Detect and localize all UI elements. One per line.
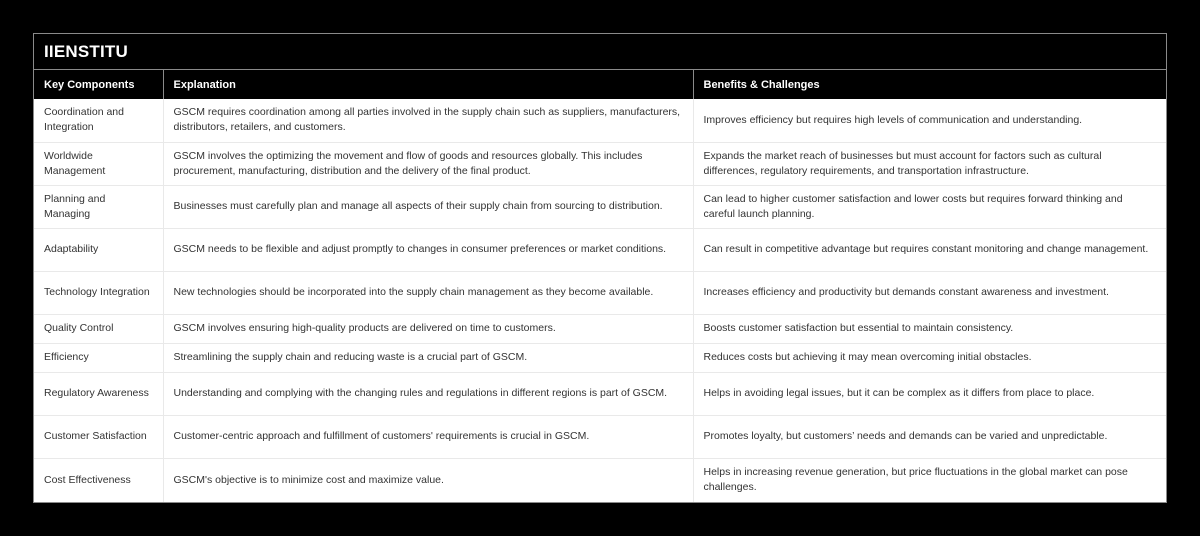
cell-explanation: GSCM requires coordination among all parties involved in the supply chain such as suppliers, manufacturers, distributors, retailers, and customers. [163, 99, 693, 142]
cell-benefits: Improves efficiency but requires high levels of communication and understanding. [703, 113, 1083, 126]
header-row [34, 70, 1166, 99]
cell-benefits: Increases efficiency and productivity but demands constant awareness and investment. [693, 271, 1166, 314]
cell-explanation: GSCM involves ensuring high-quality products are delivered on time to customers. [163, 314, 693, 343]
cell-explanation: New technologies should be incorporated into the supply chain management as they become available. [163, 271, 693, 314]
header-benefits-challenges: Benefits & Challenges [693, 70, 1166, 99]
table-row [34, 185, 1166, 228]
cell-explanation: GSCM's objective is to minimize cost and maximize value. [163, 458, 693, 502]
gscm-table [34, 70, 1166, 502]
cell-benefits: Helps in increasing revenue generation, but price fluctuations in the global market can pose challenges. [693, 458, 1166, 502]
cell-explanation: GSCM involves the optimizing the movement and flow of goods and resources globally. This includes procurement, manufacturing, distribution and the delivery of the final product. [163, 142, 693, 185]
cell-component: Regulatory Awareness [34, 372, 163, 415]
table-row [34, 343, 1166, 372]
gscm-table-container [33, 33, 1167, 503]
cell-explanation: Customer-centric approach and fulfillment of customers' requirements is crucial in GSCM. [163, 415, 693, 458]
cell-benefits: Reduces costs but achieving it may mean overcoming initial obstacles. [693, 343, 1166, 372]
table-row [34, 372, 1166, 415]
table-row [34, 458, 1166, 502]
table-row [34, 142, 1166, 185]
cell-component: Planning and Managing [34, 185, 163, 228]
cell-benefits: Boosts customer satisfaction but essential to maintain consistency. [693, 314, 1166, 343]
cell-component: Quality Control [34, 314, 163, 343]
cell-benefits: Expands the market reach of businesses but must account for factors such as cultural differences, regulatory requirements, and transportation infrastructure. [693, 142, 1166, 185]
table-row [34, 271, 1166, 314]
cell-benefits: Can result in competitive advantage but requires constant monitoring and change management. [693, 228, 1166, 271]
cell-benefits: Promotes loyalty, but customers’ needs and demands can be varied and unpredictable. [693, 415, 1166, 458]
header-explanation: Explanation [163, 70, 693, 99]
cell-component: Cost Effectiveness [34, 458, 163, 502]
table-row [34, 99, 1166, 142]
cell-explanation: Businesses must carefully plan and manage all aspects of their supply chain from sourcing to distribution. [163, 185, 693, 228]
cell-component: Adaptability [34, 228, 163, 271]
cell-component: Customer Satisfaction [34, 415, 163, 458]
cell-component: Technology Integration [34, 271, 163, 314]
table-row [34, 228, 1166, 271]
cell-benefits: Helps in avoiding legal issues, but it can be complex as it differs from place to place. [693, 372, 1166, 415]
table-row [34, 415, 1166, 458]
table-title: IIENSTITU [34, 34, 1166, 70]
cell-explanation: Streamlining the supply chain and reducing waste is a crucial part of GSCM. [163, 343, 693, 372]
table-row [34, 314, 1166, 343]
cell-benefits: Can lead to higher customer satisfaction and lower costs but requires forward thinking and careful launch planning. [693, 185, 1166, 228]
cell-component: Efficiency [34, 343, 163, 372]
cell-component: Coordination and Integration [34, 99, 163, 142]
cell-component: Worldwide Management [34, 142, 163, 185]
header-key-components: Key Components [34, 70, 163, 99]
cell-explanation: GSCM needs to be flexible and adjust promptly to changes in consumer preferences or market conditions. [163, 228, 693, 271]
cell-explanation: Understanding and complying with the changing rules and regulations in different regions is part of GSCM. [163, 372, 693, 415]
